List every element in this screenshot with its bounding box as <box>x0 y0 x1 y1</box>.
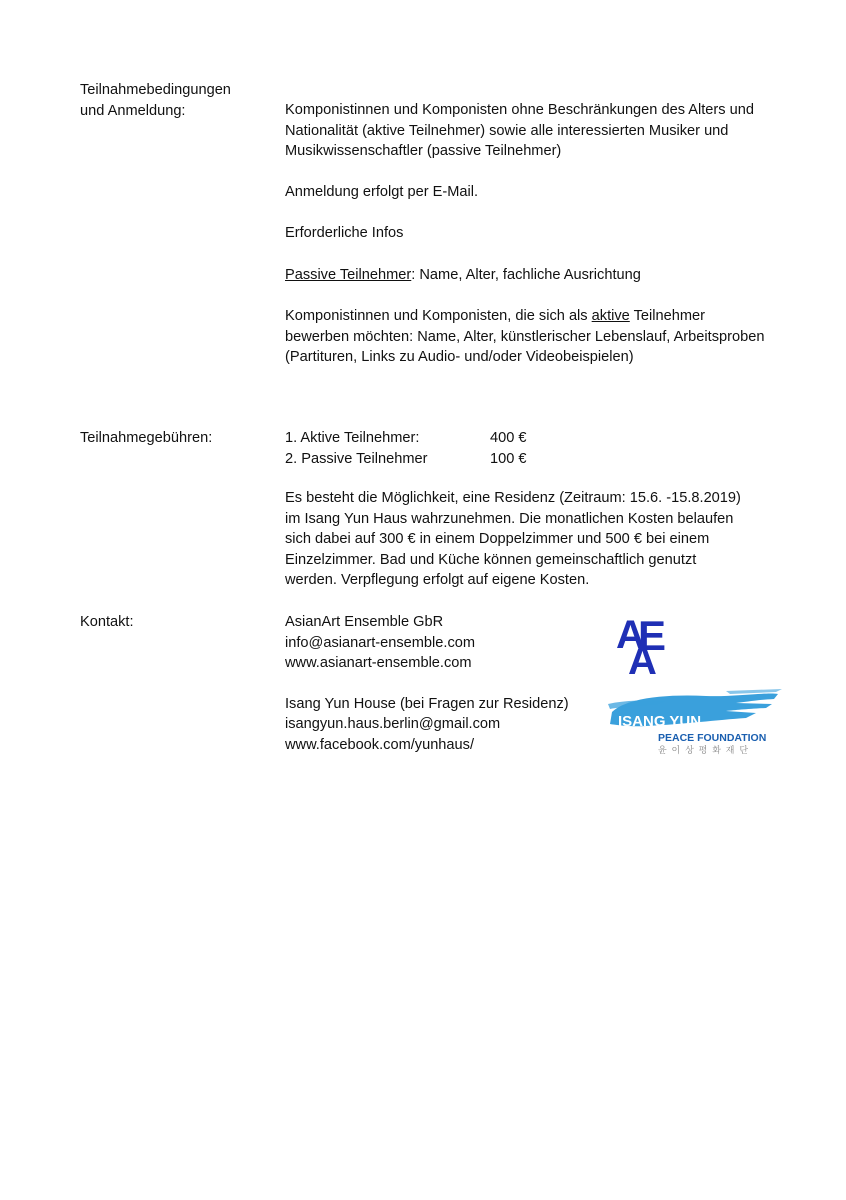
fee-name: 1. Aktive Teilnehmer: <box>285 430 420 446</box>
fee-row <box>285 449 765 470</box>
passive-participants-details: : Name, Alter, fachliche Ausrichtung <box>411 266 641 283</box>
foundation-subtitle: PEACE FOUNDATION <box>658 732 767 744</box>
logo-letter-e: E <box>638 612 667 659</box>
fee-name: 2. Passive Teilnehmer <box>285 450 428 467</box>
passive-participants-text <box>285 265 765 286</box>
fee-amount: 100 € <box>490 450 527 467</box>
logo-letter-a2: A <box>628 639 657 678</box>
active-participants-prefix: Komponistinnen und Komponisten, die sich als <box>285 308 592 324</box>
participation-label-line2: und Anmeldung: <box>80 102 186 119</box>
participation-label <box>80 80 231 121</box>
required-info-heading: Erforderliche Infos <box>285 225 404 241</box>
isang-yun-foundation-logo <box>606 688 786 760</box>
registration-text: Anmeldung erfolgt per E-Mail. <box>285 183 479 200</box>
participation-content <box>285 100 765 368</box>
residency-text: Es besteht die Möglichkeit, eine Residenz (Zeitraum: 15.6. -15.8.2019) im Isang Yun Haus wahrzunehmen. Die monatlichen Kosten belaufen sich dabei auf 300 € in einem Doppelzimmer und 500 € bei einem Einzelzimmer. Bad und Küche können gemeinschaftlich genutzt werden. Verpflegung erfolgt auf eigene Kosten. <box>285 490 741 588</box>
logo-letter-a1: A <box>616 613 645 657</box>
active-participants-text <box>285 306 765 368</box>
asianart-ensemble-logo <box>612 610 684 678</box>
fees-content <box>285 428 765 591</box>
ensemble-email[interactable]: info@asianart-ensemble.com <box>285 634 476 651</box>
participation-intro: Komponistinnen und Komponisten ohne Beschränkungen des Alters und Nationalität (aktive Teilnehmer) sowie alle interessierten Musiker und Musikwissenschaftler (passive Teilnehmer) <box>285 102 754 159</box>
yun-house-website[interactable]: www.facebook.com/yunhaus/ <box>285 736 475 753</box>
foundation-title: ISANG YUN <box>618 713 702 730</box>
active-participants-suffix: Teilnehmer bewerben möchten: Name, Alter, künstlerischer Lebenslauf, Arbeitsproben (Partituren, Links zu Audio- und/oder Videobeispielen) <box>285 308 765 365</box>
fees-label: Teilnahmegebühren: <box>80 430 213 446</box>
yun-house-name: Isang Yun House (bei Fragen zur Residenz) <box>285 695 569 712</box>
fee-row <box>285 428 765 449</box>
contact-label: Kontakt: <box>80 614 134 630</box>
ensemble-name: AsianArt Ensemble GbR <box>285 614 444 630</box>
passive-participants-label: Passive Teilnehmer <box>285 266 412 283</box>
active-word: aktive <box>591 308 630 324</box>
foundation-korean-name: 윤 이 상 평 화 재 단 <box>658 746 750 756</box>
participation-label-line1: Teilnahmebedingungen <box>80 82 231 98</box>
fee-amount: 400 € <box>490 430 527 446</box>
ensemble-website[interactable]: www.asianart-ensemble.com <box>285 655 472 671</box>
yun-house-email[interactable]: isangyun.haus.berlin@gmail.com <box>285 716 501 732</box>
